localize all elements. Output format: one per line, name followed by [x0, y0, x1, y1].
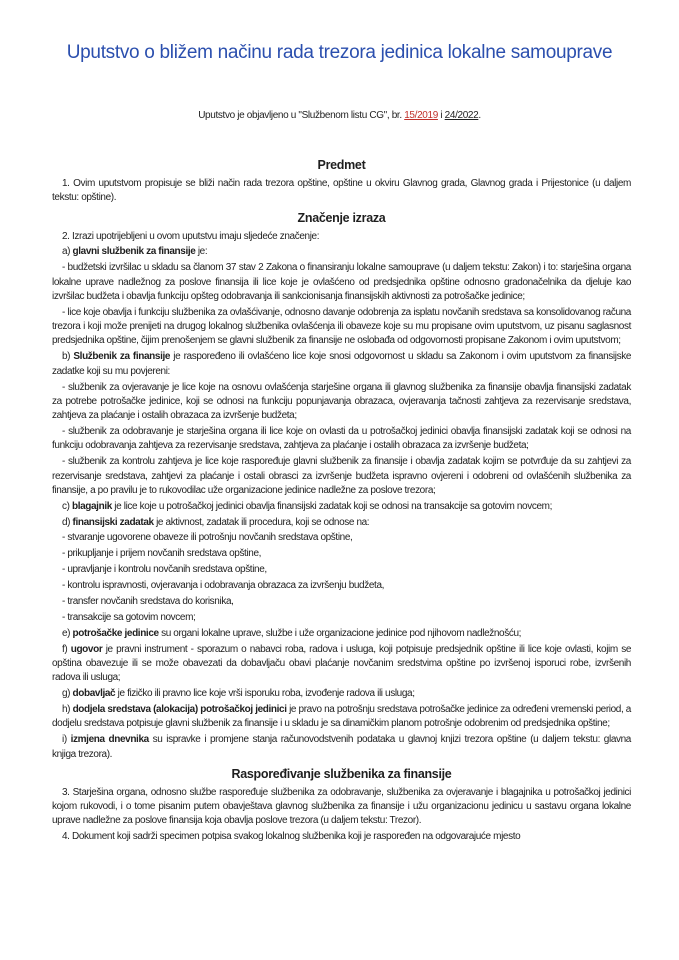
paragraph — [52, 455, 631, 498]
item-label: i) — [62, 734, 71, 746]
paragraph — [52, 425, 631, 454]
paragraph — [52, 261, 631, 304]
paragraph-text: - transfer novčanih sredstava do korisnika, — [62, 596, 234, 608]
paragraph — [52, 786, 631, 829]
defined-term: blagajnik — [71, 500, 112, 512]
section-heading: Raspoređivanje službenika za finansije — [231, 766, 452, 781]
paragraph-text: - transakcije sa gotovim novcem; — [62, 611, 196, 623]
paragraph-text: je pravni instrument - sporazum o nabavci roba, radova i usluga, koji potpisuje predsjednik opštine ili lice koje ovlasti, kojim se opština obavezuje ili se može obavezati da dobavljaču obavi plaćanje novčanim sredstvima opštine po izvršenoj isporuci robe, izvršenih radova ili usluga; — [52, 643, 632, 684]
document-body — [52, 153, 631, 846]
paragraph — [52, 381, 631, 424]
paragraph-text: je aktivnost, zadatak ili procedura, koji se odnose na: — [153, 516, 370, 528]
publication-suffix: . — [478, 110, 481, 121]
paragraph — [52, 611, 631, 625]
paragraph-text: - prikupljanje i prijem novčanih sredstava opštine, — [62, 548, 262, 560]
paragraph-text: - lice koje obavlja i funkciju službenika za ovlašćivanje, odnosno davanje odobrenja za isplatu novčanih sredstava sa konsolidovanog računa trezora i koji može prenijeti na drugog lokalnog službenika ovlašćenja ili obaveze koje su mu propisane ovim uputstvom, uz pisanu saglasnost predsjednika opštine, čijim prenošenjem se glavni službenik za finansije ne oslobađa od odgovornosti propisane Zakonom i ovim uputstvom; — [52, 306, 631, 347]
paragraph-text: su organi lokalne uprave, službe i uže organizacione jedinice pod njihovom nadležnošću; — [158, 627, 522, 639]
paragraph-text: je raspoređeno ili ovlašćeno lice koje snosi odgovornost u skladu sa Zakonom i ovim uputstvom za finansijske zadatke koji su mu povjereni: — [52, 351, 632, 377]
defined-term: izmjena dnevnika — [70, 734, 149, 746]
item-label: d) — [62, 516, 73, 528]
publication-note — [0, 110, 679, 121]
defined-term: ugovor — [70, 643, 103, 655]
gazette-link-2022[interactable]: 24/2022 — [444, 110, 479, 121]
paragraph — [52, 547, 631, 561]
paragraph-text: - upravljanje i kontrolu novčanih sredstava opštine, — [62, 564, 267, 576]
paragraph — [52, 703, 631, 732]
paragraph-text: je pravo na potrošnju sredstava potrošačke jedinice za određeni vremenski period, a dodjelu sredstava potpisuje glavni službenik za finansije i u skladu je sa dinamičkim planom potrošnje odobrenim od predsjednika opštine; — [52, 704, 631, 730]
document-title: Uputstvo o bližem načinu rada trezora jedinica lokalne samouprave — [66, 42, 613, 63]
publication-mid: i — [437, 110, 445, 121]
paragraph-text: - kontrolu ispravnosti, ovjeravanja i odobravanja obrazaca za izvršenju budžeta, — [62, 580, 385, 592]
item-label: f) — [62, 643, 71, 655]
paragraph — [52, 579, 631, 593]
paragraph-text: 3. Starješina organa, odnosno službe raspoređuje službenika za odobravanje, službenika za ovjeravanje i blagajnika u potrošačkoj jedinici kojom rukovodi, i o tome pisanim putem obavještava glavnog službenika za finansije i užu organizacionu jedinicu u sastavu organa lokalne uprave nadležne za poslove finansija koja obavlja poslove trezora (u daljem tekstu: Trezor). — [52, 786, 631, 827]
item-label: c) — [62, 500, 72, 512]
paragraph-text: je: — [195, 246, 208, 258]
paragraph-text: - službenik za odobravanje je starješina organa ili lice koje on ovlasti da u potrošačkoj jedinici obavlja finansijski zadatak koji se odnosi na funkciju odobravanja zahtjeva za rezervisanje sredstava, zahtjeva za plaćanje i ostalih obrazaca za izvršenje budžeta; — [52, 426, 631, 452]
paragraph — [52, 230, 631, 244]
defined-term: finansijski zadatak — [72, 516, 154, 528]
paragraph-text: - službenik za kontrolu zahtjeva je lice koje raspoređuje glavni službenik za finansije i obavlja zadatak kojim se potvrđuje da su zahtjevi za rezervisanje sredstava, zahtjevi za plaćanje i ostali obrasci za izvršenje budžeta ispravno ovjereni i odobreni od ovlašćenih službenika za finansije, a po pravilu je to rukovodilac uže organizacione jedinice nadležne za poslove trezora; — [52, 456, 631, 496]
paragraph — [52, 595, 631, 609]
item-label: h) — [62, 704, 73, 716]
section-heading: Predmet — [317, 158, 366, 172]
publication-prefix: Uputstvo je objavljeno u "Službenom listu CG", br. — [198, 110, 405, 121]
paragraph-text: 1. Ovim uputstvom propisuje se bliži način rada trezora opštine, opštine u okviru Glavnog grada, Glavnog grada i Prijestonice (u daljem tekstu: opštine). — [52, 178, 631, 204]
paragraph — [52, 830, 631, 844]
paragraph-text: su ispravke i promjene stanja računovodstvenih podataka u glavnoj knjizi trezora opštine (u daljem tekstu: glavna knjiga trezora). — [52, 734, 631, 760]
defined-term: dobavljač — [72, 688, 116, 700]
defined-term: potrošačke jedinice — [72, 627, 159, 639]
item-label: b) — [62, 351, 74, 363]
defined-term: Službenik za finansije — [73, 351, 171, 363]
item-label: e) — [62, 627, 73, 639]
paragraph — [52, 627, 631, 641]
paragraph — [52, 733, 631, 762]
paragraph — [52, 687, 631, 701]
paragraph — [52, 245, 631, 259]
paragraph — [52, 306, 631, 349]
gazette-link-2019[interactable]: 15/2019 — [404, 110, 438, 121]
paragraph — [52, 177, 631, 206]
paragraph-text: - budžetski izvršilac u skladu sa članom 37 stav 2 Zakona o finansiranju lokalne samouprave (u daljem tekstu: Zakon) i to: starješina organa lokalne uprave nadležnog za poslove finansija ili lice koje je ovlašćeno od predsjednika opštine odnosno gradonačelnika da djeluje kao izvršilac budžeta i obavlja funkciju opšteg odobravanja ili sankcionisanja finansijskih aktivnosti za potrošačke jedinice; — [52, 262, 631, 302]
section-heading: Značenje izraza — [297, 210, 386, 225]
defined-term: dodjela sredstava (alokacija) potrošačkoj jedinici — [72, 704, 287, 716]
paragraph-text: - službenik za ovjeravanje je lice koje na osnovu ovlašćenja starješine organa ili glavnog službenika za finansije obavlja finansijski zadatak za potrebe potrošačke jedinice, koji se odnosi na funkciju popunjavanja obrazaca, ovjeravanja tačnosti zahtjeva za rezervisanje sredstava, zahtjeva za plaćanje i ostalih obrazaca za izvršenje budžeta; — [52, 381, 631, 422]
defined-term: glavni službenik za finansije — [72, 246, 196, 258]
paragraph-text: 4. Dokument koji sadrži specimen potpisa svakog lokalnog službenika koji je raspoređen na odgovarajuće mjesto — [62, 831, 521, 843]
paragraph-text: je fizičko ili pravno lice koje vrši isporuku roba, izvođenje radova ili usluga; — [115, 688, 415, 700]
paragraph — [52, 643, 631, 686]
paragraph-text: - stvaranje ugovorene obaveze ili potrošnju novčanih sredstava opštine, — [62, 532, 353, 544]
paragraph — [52, 500, 631, 514]
paragraph — [52, 350, 631, 379]
item-label: a) — [62, 246, 73, 258]
item-label: g) — [62, 688, 73, 700]
paragraph — [52, 531, 631, 545]
paragraph — [52, 516, 631, 530]
paragraph-text: je lice koje u potrošačkoj jedinici obavlja finansijski zadatak koji se odnosi na transakcije sa gotovim novcem; — [111, 500, 552, 512]
paragraph — [52, 563, 631, 577]
paragraph-text: 2. Izrazi upotrijebljeni u ovom uputstvu imaju sljedeće značenje: — [62, 230, 320, 242]
